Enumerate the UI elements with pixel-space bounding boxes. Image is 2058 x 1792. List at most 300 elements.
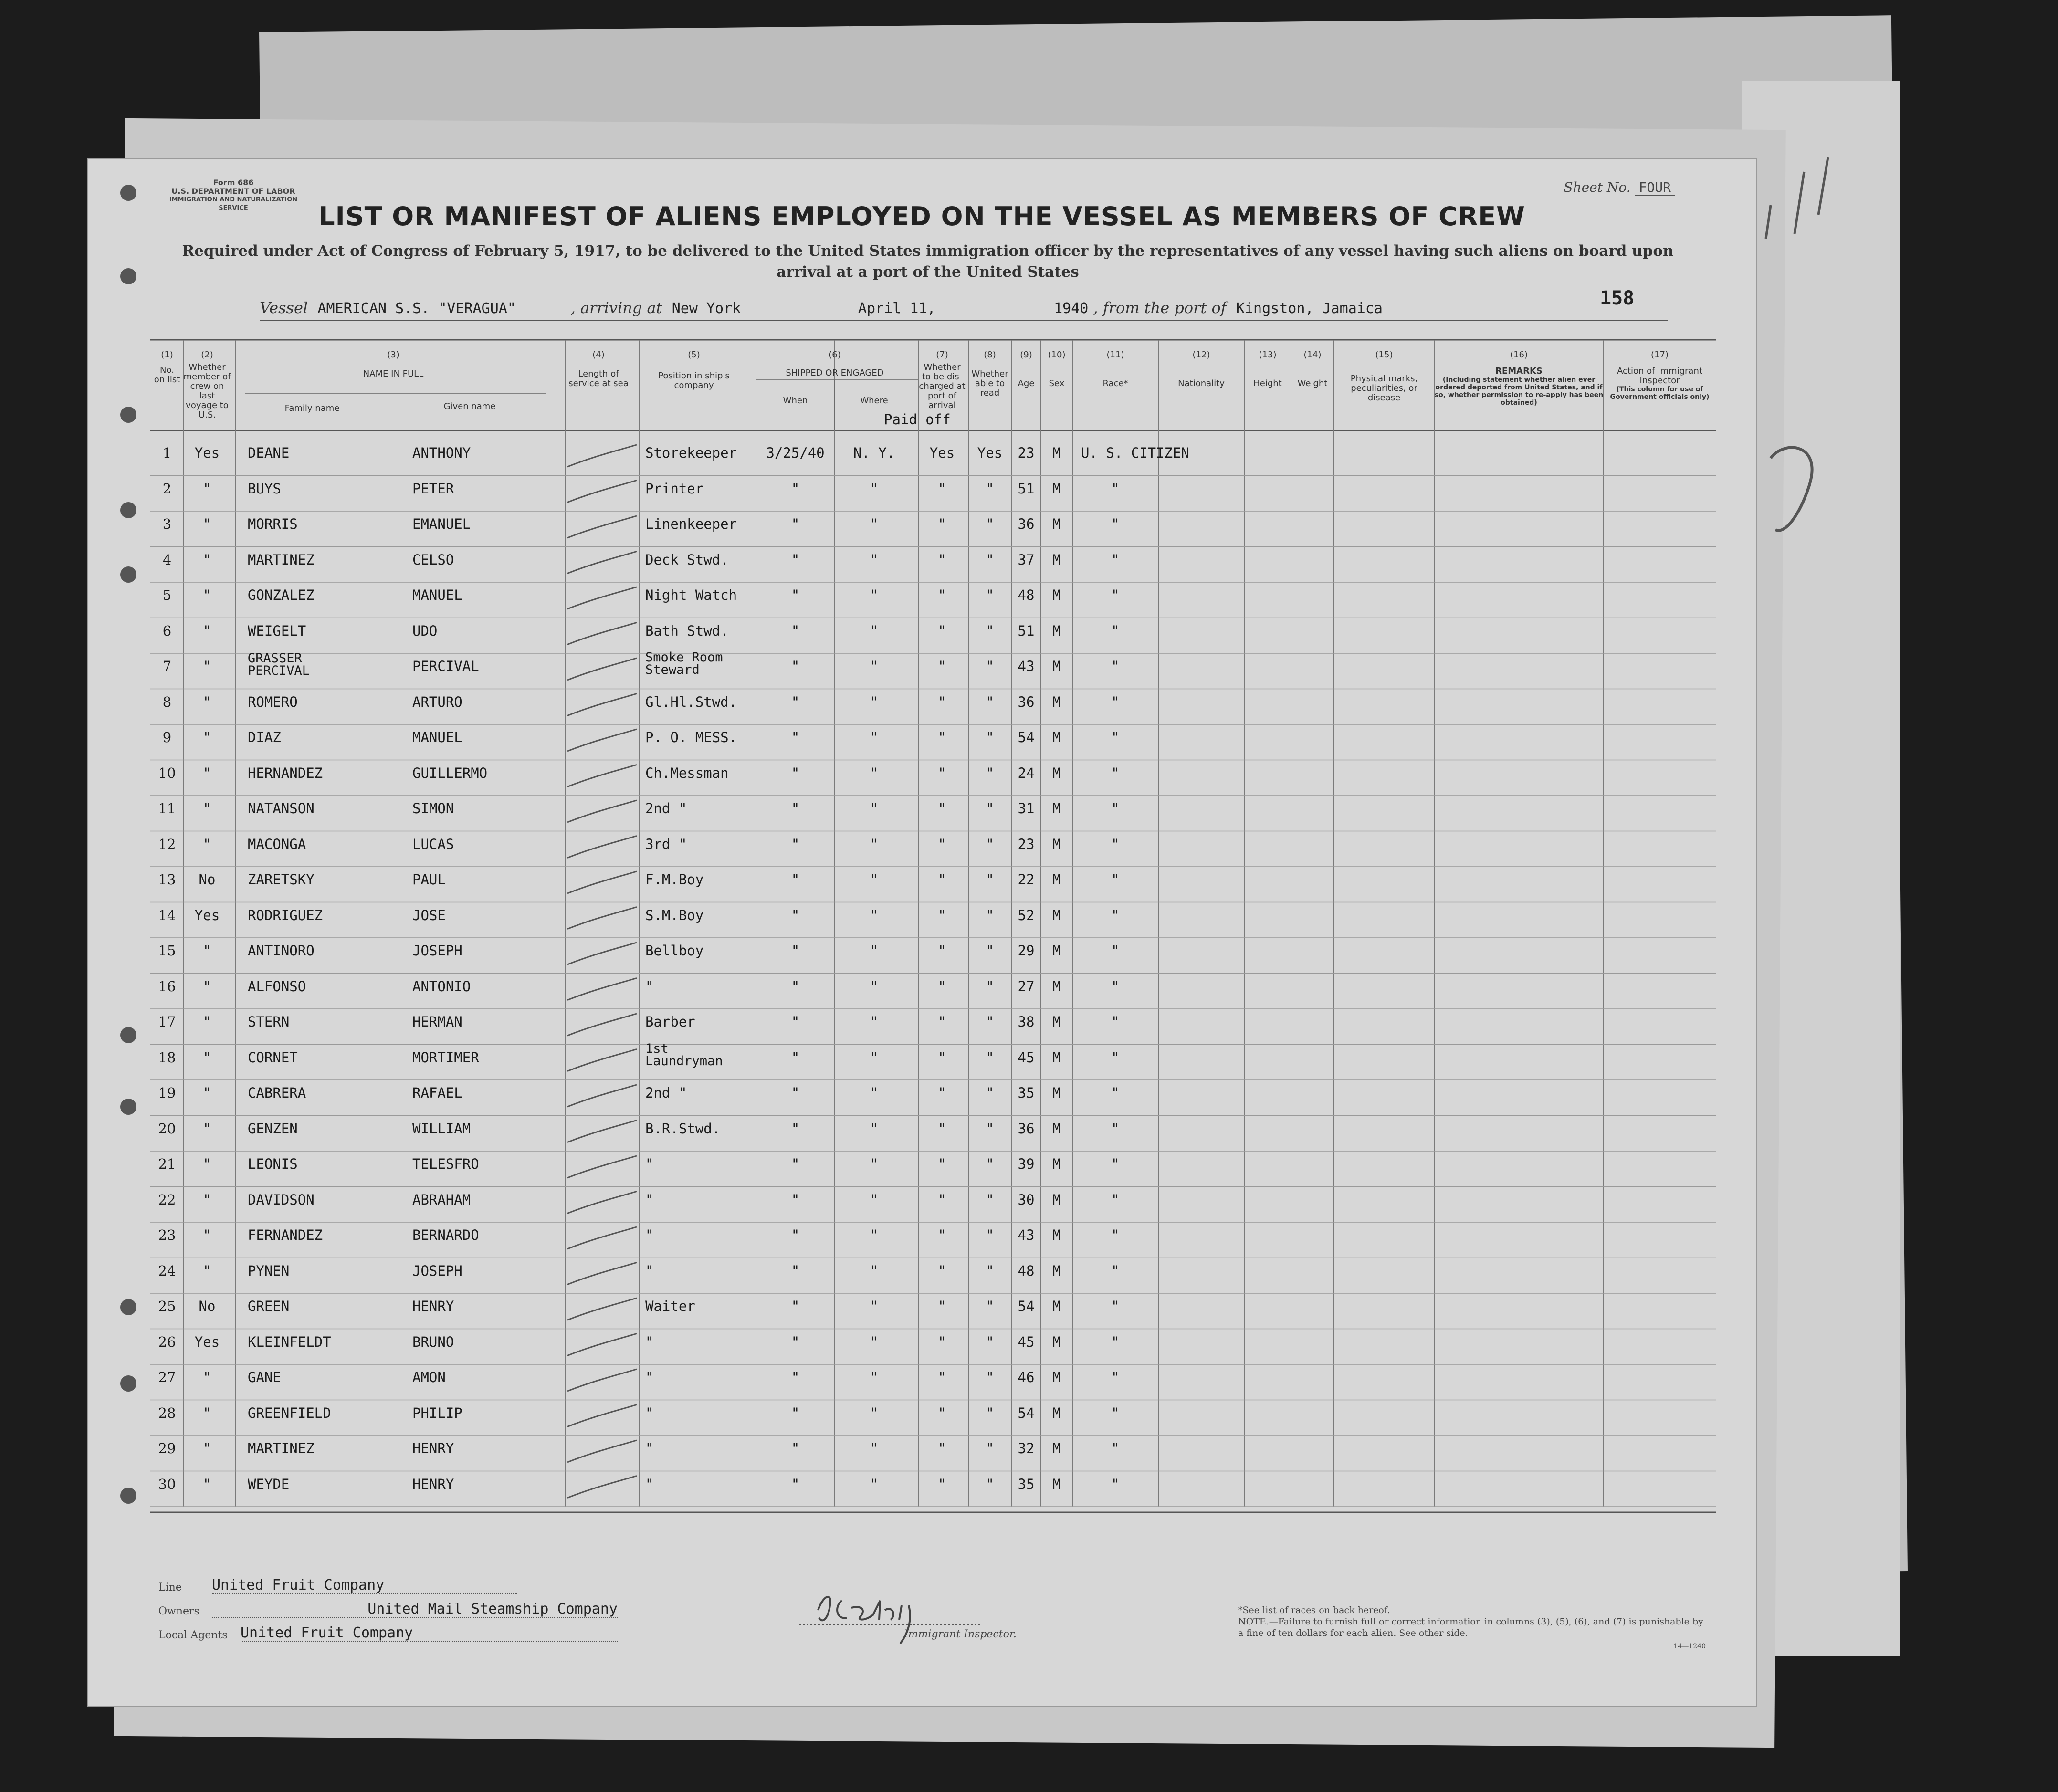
position: B.R.Stwd.	[645, 1120, 721, 1137]
able-to-read: "	[986, 907, 994, 923]
previous-voyage: "	[203, 1191, 211, 1208]
service-pen-stroke	[567, 445, 637, 467]
shipped-when: "	[791, 693, 800, 710]
service-pen-stroke	[567, 871, 637, 893]
position: "	[645, 1476, 654, 1492]
family-name: GONZALEZ	[248, 587, 315, 603]
shipped-when: "	[791, 1440, 800, 1457]
able-to-read: "	[986, 480, 994, 497]
family-name: PYNEN	[248, 1262, 290, 1279]
previous-voyage: "	[203, 1120, 211, 1137]
race-note: *See list of races on back hereof.	[1238, 1605, 1390, 1615]
row-number: 27	[158, 1369, 176, 1385]
given-name: JOSEPH	[412, 943, 462, 959]
previous-voyage: "	[203, 836, 211, 852]
sex: M	[1052, 836, 1061, 852]
race: "	[1111, 551, 1120, 568]
shipped-when: "	[791, 1476, 800, 1492]
sex: M	[1052, 729, 1061, 745]
shipped-where: "	[870, 1049, 879, 1066]
shipped-where: "	[870, 1227, 879, 1243]
previous-voyage: "	[203, 729, 211, 745]
to-be-discharged: "	[938, 516, 946, 532]
previous-voyage: "	[203, 658, 211, 674]
arriving-label: , arriving at	[570, 299, 662, 317]
given-name: PHILIP	[412, 1404, 462, 1421]
service-pen-stroke	[567, 1049, 637, 1071]
page-title: LIST OR MANIFEST OF ALIENS EMPLOYED ON THE VESSEL AS MEMBERS OF CREW	[318, 201, 1525, 231]
age: 52	[1018, 907, 1035, 923]
able-to-read: "	[986, 1014, 994, 1030]
age: 32	[1018, 1440, 1035, 1457]
service-pen-stroke	[567, 1192, 637, 1214]
shipped-where: "	[870, 693, 879, 710]
race: "	[1111, 800, 1120, 817]
header-given-name: Given name	[443, 401, 496, 411]
shipped-where: "	[870, 1120, 879, 1137]
row-number: 17	[158, 1014, 176, 1030]
row-number: 22	[158, 1191, 176, 1208]
owners-label: Owners	[158, 1605, 200, 1617]
shipped-where: "	[870, 1085, 879, 1101]
able-to-read: "	[986, 622, 994, 639]
shipped-where: N. Y.	[853, 445, 895, 461]
given-name: UDO	[412, 622, 438, 639]
row-number: 1	[162, 445, 172, 461]
inspector-signature	[789, 1572, 990, 1653]
service-pen-stroke	[567, 1227, 637, 1249]
line-value: United Fruit Company	[212, 1577, 517, 1594]
given-name: PAUL	[412, 871, 446, 888]
previous-voyage: "	[203, 1440, 211, 1457]
service-pen-stroke	[567, 907, 637, 929]
position: "	[645, 1333, 654, 1350]
to-be-discharged: "	[938, 1404, 946, 1421]
position: Barber	[645, 1014, 695, 1030]
position: Gl.Hl.Stwd.	[645, 693, 737, 710]
sex: M	[1052, 1191, 1061, 1208]
binder-hole	[120, 185, 136, 201]
previous-voyage: "	[203, 1156, 211, 1172]
line-label: Line	[158, 1582, 182, 1593]
header-col-4: (4) Length of service at sea	[568, 350, 629, 388]
row-number: 14	[158, 907, 176, 923]
family-name: BUYS	[248, 480, 281, 497]
to-be-discharged: "	[938, 800, 946, 817]
shipped-where: "	[870, 1298, 879, 1314]
row-number: 5	[162, 587, 172, 603]
sex: M	[1052, 516, 1061, 532]
shipped-where: "	[870, 729, 879, 745]
position: "	[645, 1156, 654, 1172]
race: "	[1111, 1191, 1120, 1208]
owners-value: United Mail Steamship Company	[212, 1601, 618, 1618]
able-to-read: "	[986, 978, 994, 995]
position: "	[645, 1262, 654, 1279]
sex: M	[1052, 587, 1061, 603]
able-to-read: "	[986, 1298, 994, 1314]
age: 54	[1018, 729, 1035, 745]
service-pen-stroke	[567, 729, 637, 751]
given-name: RAFAEL	[412, 1085, 462, 1101]
given-name: JOSEPH	[412, 1262, 462, 1279]
family-name: ALFONSO	[248, 978, 306, 995]
previous-voyage: "	[203, 516, 211, 532]
position: "	[645, 1227, 654, 1243]
shipped-when: "	[791, 1191, 800, 1208]
race: "	[1111, 907, 1120, 923]
service-pen-stroke	[567, 694, 637, 716]
age: 36	[1018, 693, 1035, 710]
age: 43	[1018, 1227, 1035, 1243]
to-be-discharged: "	[938, 1369, 946, 1385]
able-to-read: "	[986, 1262, 994, 1279]
binder-hole	[120, 1027, 136, 1043]
able-to-read: "	[986, 1085, 994, 1101]
race: "	[1111, 1156, 1120, 1172]
position: Smoke Room	[645, 650, 723, 665]
shipped-where: "	[870, 587, 879, 603]
shipped-when: "	[791, 836, 800, 852]
service-pen-stroke	[567, 481, 637, 503]
sex: M	[1052, 943, 1061, 959]
previous-voyage: "	[203, 693, 211, 710]
race: "	[1111, 658, 1120, 674]
age: 23	[1018, 445, 1035, 461]
able-to-read: "	[986, 587, 994, 603]
sex: M	[1052, 480, 1061, 497]
given-name: ANTHONY	[412, 445, 471, 461]
service-pen-stroke	[567, 1085, 637, 1107]
family-name: CORNET	[248, 1049, 298, 1066]
able-to-read: "	[986, 1404, 994, 1421]
family-name: MACONGA	[248, 836, 306, 852]
sex: M	[1052, 1404, 1061, 1421]
arrival-year: 1940	[1054, 300, 1089, 317]
age: 54	[1018, 1404, 1035, 1421]
service-pen-stroke	[567, 1369, 637, 1391]
service-pen-stroke	[567, 1156, 637, 1178]
given-name: PETER	[412, 480, 454, 497]
service-pen-stroke	[567, 516, 637, 538]
given-name: MANUEL	[412, 587, 462, 603]
binder-hole	[120, 268, 136, 284]
given-name: WILLIAM	[412, 1120, 471, 1137]
shipped-where: "	[870, 1191, 879, 1208]
service-pen-stroke	[567, 552, 637, 574]
position: 2nd "	[645, 800, 687, 817]
row-number: 16	[158, 978, 176, 995]
binder-hole	[120, 1488, 136, 1504]
shipped-when: "	[791, 1120, 800, 1137]
header-col-17: (17) Action of Immigrant Inspector (This column for use of Government officials only)	[1610, 350, 1710, 401]
able-to-read: "	[986, 836, 994, 852]
position-line-2: Laundryman	[645, 1053, 723, 1069]
given-name: BRUNO	[412, 1333, 454, 1350]
stamp-number: 158	[1600, 287, 1635, 309]
able-to-read: "	[986, 658, 994, 674]
shipped-where: "	[870, 516, 879, 532]
penalty-note: NOTE.—Failure to furnish full or correct information in columns (3), (5), (6), and (7) is punishable by a fine of ten dollars for each alien. See other side.	[1238, 1616, 1703, 1638]
to-be-discharged: "	[938, 658, 946, 674]
previous-voyage: "	[203, 1404, 211, 1421]
sex: M	[1052, 693, 1061, 710]
inspector-label: Immigrant Inspector.	[904, 1628, 1017, 1640]
race: "	[1111, 765, 1120, 781]
to-be-discharged: "	[938, 765, 946, 781]
family-name: RODRIGUEZ	[248, 907, 323, 923]
shipped-when: "	[791, 1333, 800, 1350]
position: "	[645, 1440, 654, 1457]
family-name: ANTINORO	[248, 943, 315, 959]
previous-voyage: Yes	[194, 445, 220, 461]
vessel-label: Vessel	[260, 299, 308, 317]
family-name: LEONIS	[248, 1156, 298, 1172]
previous-voyage: "	[203, 765, 211, 781]
row-number: 24	[158, 1262, 176, 1279]
header-col-2: (2) Whether member of crew on last voyage to U.S.	[183, 350, 231, 420]
to-be-discharged: "	[938, 587, 946, 603]
header-col-10: (10) Sex	[1048, 350, 1066, 388]
service-pen-stroke	[567, 587, 637, 609]
previous-voyage: "	[203, 1085, 211, 1101]
header-col-14: (14) Weight	[1297, 350, 1328, 388]
to-be-discharged: "	[938, 551, 946, 568]
family-name: STERN	[248, 1014, 290, 1030]
sex: M	[1052, 1085, 1061, 1101]
shipped-where: "	[870, 622, 879, 639]
row-number: 25	[158, 1298, 176, 1314]
given-name: CELSO	[412, 551, 454, 568]
able-to-read: "	[986, 871, 994, 888]
position: P. O. MESS.	[645, 729, 737, 745]
shipped-where: "	[870, 1404, 879, 1421]
form-number: Form 686	[213, 178, 254, 187]
given-name: JOSE	[412, 907, 446, 923]
row-number: 18	[158, 1049, 176, 1066]
race: "	[1111, 871, 1120, 888]
family-name: GREENFIELD	[248, 1404, 331, 1421]
shipped-where: "	[870, 1014, 879, 1030]
sex: M	[1052, 658, 1061, 674]
previous-voyage: "	[203, 1049, 211, 1066]
service-pen-stroke	[567, 623, 637, 645]
previous-voyage: "	[203, 622, 211, 639]
header-col-1: (1) No. on list	[154, 350, 180, 385]
age: 39	[1018, 1156, 1035, 1172]
shipped-when: "	[791, 800, 800, 817]
race: "	[1111, 693, 1120, 710]
previous-voyage: Yes	[194, 907, 220, 923]
race: "	[1111, 1014, 1120, 1030]
given-name: MANUEL	[412, 729, 462, 745]
header-col-15: (15) Physical marks, peculiarities, or disease	[1350, 350, 1418, 403]
race: "	[1111, 480, 1120, 497]
race: "	[1111, 622, 1120, 639]
position: 2nd "	[645, 1085, 687, 1101]
previous-voyage: Yes	[194, 1333, 220, 1350]
sex: M	[1052, 1298, 1061, 1314]
previous-voyage: "	[203, 587, 211, 603]
race: U. S. CITIZEN	[1081, 445, 1189, 461]
to-be-discharged: "	[938, 693, 946, 710]
age: 22	[1018, 871, 1035, 888]
binder-hole	[120, 502, 136, 518]
row-number: 28	[158, 1404, 176, 1421]
shipped-where: "	[870, 1262, 879, 1279]
shipped-when: "	[791, 658, 800, 674]
position: Storekeeper	[645, 445, 737, 461]
service-pen-stroke	[567, 1440, 637, 1462]
age: 51	[1018, 480, 1035, 497]
previous-voyage: "	[203, 800, 211, 817]
age: 35	[1018, 1476, 1035, 1492]
shipped-when: "	[791, 1369, 800, 1385]
position: 1st	[645, 1041, 669, 1056]
given-name: LUCAS	[412, 836, 454, 852]
able-to-read: "	[986, 800, 994, 817]
family-name: ZARETSKY	[248, 871, 315, 888]
shipped-where: "	[870, 1369, 879, 1385]
position: "	[645, 978, 654, 995]
sex: M	[1052, 1014, 1061, 1030]
race: "	[1111, 1227, 1120, 1243]
department-name: U.S. DEPARTMENT OF LABOR	[171, 187, 295, 196]
manifest-sheet	[87, 158, 1757, 1707]
given-name: TELESFRO	[412, 1156, 479, 1172]
shipped-where: "	[870, 1333, 879, 1350]
family-name: MORRIS	[248, 516, 298, 532]
sheet-number-value: FOUR	[1635, 179, 1675, 196]
age: 51	[1018, 622, 1035, 639]
family-name: ROMERO	[248, 693, 298, 710]
position: "	[645, 1404, 654, 1421]
sex: M	[1052, 1156, 1061, 1172]
race: "	[1111, 1120, 1120, 1137]
to-be-discharged: "	[938, 836, 946, 852]
shipped-where: "	[870, 551, 879, 568]
previous-voyage: No	[199, 1298, 216, 1314]
service-pen-stroke	[567, 836, 637, 858]
age: 37	[1018, 551, 1035, 568]
service-pen-stroke	[567, 658, 637, 680]
row-number: 23	[158, 1227, 176, 1243]
given-name: MORTIMER	[412, 1049, 479, 1066]
race: "	[1111, 1085, 1120, 1101]
header-where: Where	[860, 396, 888, 406]
shipped-where: "	[870, 480, 879, 497]
shipped-where: "	[870, 978, 879, 995]
header-family-name: Family name	[284, 403, 340, 413]
shipped-where: "	[870, 943, 879, 959]
position: Ch.Messman	[645, 765, 729, 781]
family-name: GENZEN	[248, 1120, 298, 1137]
family-name: GRASSER	[248, 651, 302, 666]
to-be-discharged: "	[938, 1085, 946, 1101]
given-name: EMANUEL	[412, 516, 471, 532]
race: "	[1111, 1440, 1120, 1457]
family-name: WEIGELT	[248, 622, 306, 639]
shipped-when: "	[791, 1049, 800, 1066]
position: S.M.Boy	[645, 907, 704, 923]
row-number: 7	[162, 658, 172, 674]
race: "	[1111, 1404, 1120, 1421]
age: 48	[1018, 587, 1035, 603]
position-line-2: Steward	[645, 662, 700, 677]
row-number: 13	[158, 871, 176, 888]
sheet-number	[1564, 179, 1675, 195]
sex: M	[1052, 1227, 1061, 1243]
able-to-read: "	[986, 1120, 994, 1137]
able-to-read: "	[986, 551, 994, 568]
sex: M	[1052, 1476, 1061, 1492]
family-name: WEYDE	[248, 1476, 290, 1492]
shipped-where: "	[870, 658, 879, 674]
shipped-when: "	[791, 907, 800, 923]
able-to-read: Yes	[977, 445, 1003, 461]
given-name: HENRY	[412, 1440, 454, 1457]
shipped-where: "	[870, 1440, 879, 1457]
service-pen-stroke	[567, 800, 637, 822]
row-number: 29	[158, 1440, 176, 1457]
shipped-where: "	[870, 1476, 879, 1492]
shipped-when: "	[791, 1014, 800, 1030]
paid-off-annotation: Paid off	[884, 411, 951, 428]
race: "	[1111, 587, 1120, 603]
age: 36	[1018, 516, 1035, 532]
able-to-read: "	[986, 943, 994, 959]
sex: M	[1052, 1049, 1061, 1066]
binder-hole	[120, 566, 136, 583]
able-to-read: "	[986, 765, 994, 781]
to-be-discharged: "	[938, 1049, 946, 1066]
previous-voyage: "	[203, 551, 211, 568]
age: 31	[1018, 800, 1035, 817]
family-name: KLEINFELDT	[248, 1333, 331, 1350]
family-name: NATANSON	[248, 800, 315, 817]
previous-voyage: "	[203, 1369, 211, 1385]
row-number: 9	[162, 729, 172, 745]
sex: M	[1052, 1369, 1061, 1385]
race: "	[1111, 516, 1120, 532]
sex: M	[1052, 551, 1061, 568]
able-to-read: "	[986, 1227, 994, 1243]
age: 23	[1018, 836, 1035, 852]
family-name: GREEN	[248, 1298, 290, 1314]
shipped-when: "	[791, 1262, 800, 1279]
given-name: HENRY	[412, 1298, 454, 1314]
able-to-read: "	[986, 1156, 994, 1172]
print-code: 14—1240	[1673, 1643, 1706, 1650]
age: 24	[1018, 765, 1035, 781]
shipped-where: "	[870, 871, 879, 888]
age: 45	[1018, 1049, 1035, 1066]
family-name-struck: PERCIVAL	[248, 663, 310, 678]
binder-hole	[120, 407, 136, 423]
row-number: 26	[158, 1333, 176, 1350]
to-be-discharged: "	[938, 1014, 946, 1030]
previous-voyage: No	[199, 871, 216, 888]
header-col-13: (13) Height	[1253, 350, 1282, 388]
age: 54	[1018, 1298, 1035, 1314]
previous-voyage: "	[203, 1014, 211, 1030]
arrival-date: April 11,	[858, 300, 936, 317]
race: "	[1111, 729, 1120, 745]
position: Night Watch	[645, 587, 737, 603]
shipped-when: "	[791, 587, 800, 603]
to-be-discharged: "	[938, 622, 946, 639]
shipped-when: "	[791, 622, 800, 639]
